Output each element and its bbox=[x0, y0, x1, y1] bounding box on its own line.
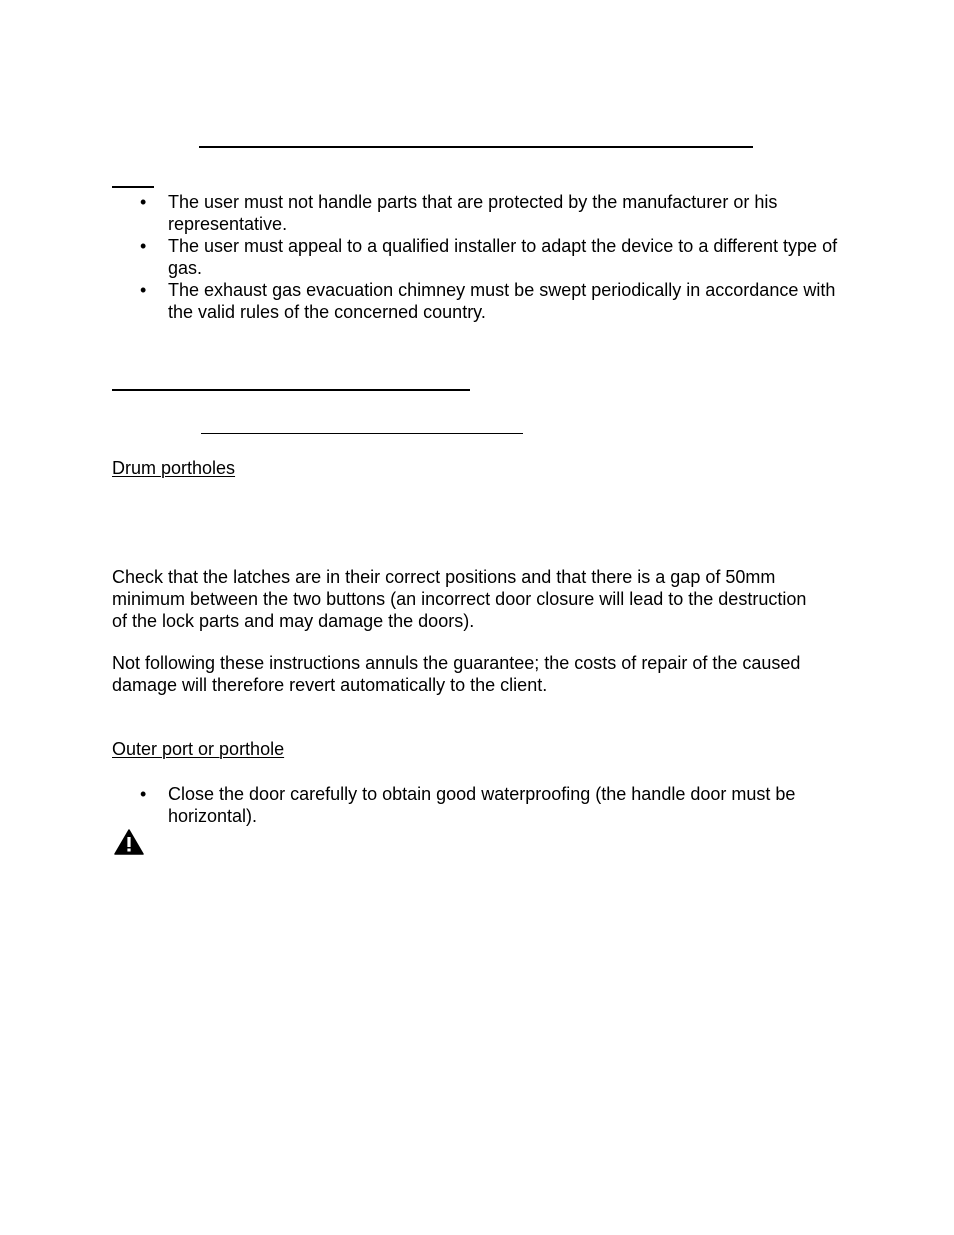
list-item bbox=[112, 235, 852, 279]
drum-portholes-heading: Drum portholes bbox=[112, 458, 236, 478]
list-item bbox=[112, 783, 832, 827]
bullet-marker: • bbox=[140, 784, 147, 804]
list-item-text: The user must not handle parts that are protected by the manufacturer or his representative. bbox=[168, 192, 778, 234]
safety-bullet-list bbox=[112, 191, 852, 323]
list-item-text: The exhaust gas evacuation chimney must be swept periodically in accordance with the valid rules of the concerned country. bbox=[168, 280, 836, 322]
bullet-marker: • bbox=[140, 280, 147, 300]
drum-paragraph-2-line-2: damage will therefore revert automatically to the client. bbox=[112, 675, 548, 695]
bullet-marker: • bbox=[140, 236, 147, 256]
drum-paragraph-1-line-3: of the lock parts and may damage the doors). bbox=[112, 611, 475, 631]
bullet-marker: • bbox=[140, 192, 147, 212]
list-item bbox=[112, 191, 852, 235]
drum-paragraph-1-line-1: Check that the latches are in their correct positions and that there is a gap of 50mm bbox=[112, 567, 776, 587]
list-item-text: The user must appeal to a qualified installer to adapt the device to a different type of gas. bbox=[168, 236, 838, 278]
drum-paragraph-2-line-1: Not following these instructions annuls the guarantee; the costs of repair of the caused bbox=[112, 653, 801, 673]
title-rule bbox=[199, 146, 753, 148]
warning-triangle-icon bbox=[114, 829, 144, 855]
subsection-heading-rule bbox=[201, 433, 523, 434]
outer-port-heading: Outer port or porthole bbox=[112, 739, 285, 759]
drum-paragraph-1-line-2: minimum between the two buttons (an incorrect door closure will lead to the destruction bbox=[112, 589, 807, 609]
section-heading-rule bbox=[112, 389, 470, 391]
note-label-rule bbox=[112, 186, 154, 188]
outer-port-bullet-list bbox=[112, 783, 832, 827]
list-item-text: Close the door carefully to obtain good waterproofing (the handle door must be horizontal). bbox=[168, 784, 796, 826]
list-item bbox=[112, 279, 852, 323]
